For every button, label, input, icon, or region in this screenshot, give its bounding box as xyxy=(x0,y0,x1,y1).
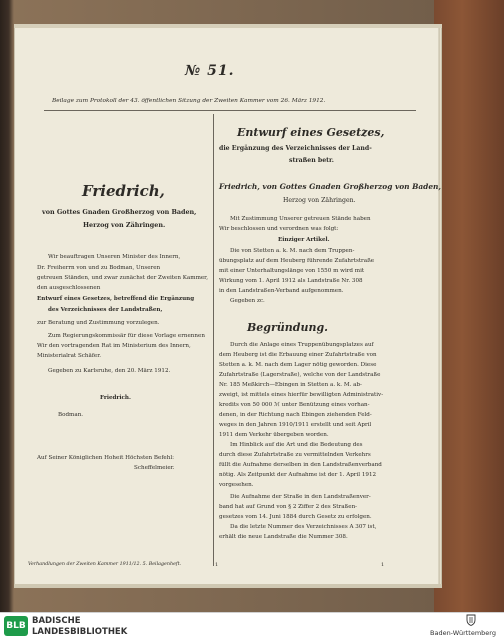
coat-of-arms-icon xyxy=(466,614,476,626)
left-line: Wir den vortragenden Rat im Ministerium des Innern, xyxy=(37,343,191,349)
right-friedrich-1: Friedrich, von Gottes Gnaden Großherzog von Baden, xyxy=(219,182,441,191)
body-line: Da die letzte Nummer des Verzeichnisses A 307 ist, xyxy=(230,524,377,530)
body-line: kredits von 50 000 ℳ unter Benützung eines vorhan- xyxy=(219,402,370,408)
left-line: Wir beauftragen Unseren Minister des Innern, xyxy=(48,254,181,260)
body-line: Stetten a. k. M. nach dem Lager nötig geworden. Diese xyxy=(219,362,377,368)
bw-name[interactable]: Baden-Württemberg xyxy=(430,629,496,637)
page-stack-bottom xyxy=(14,584,442,588)
right-title-3: straßen betr. xyxy=(289,157,334,164)
right-title: Entwurf eines Gesetzes, xyxy=(237,126,385,139)
body-line: Zufahrtstraße (Lagerstraße), welche von der Landstraße xyxy=(219,372,381,378)
blb-logo-icon[interactable]: BLB xyxy=(4,616,28,636)
body-line: Nr. 185 Meßkirch—Ebingen in Stetten a. k. M. ab- xyxy=(219,382,362,388)
body-line: denen, in der Richtung nach Ebingen ziehenden Feld- xyxy=(219,412,372,418)
body-line: zweigt, ist mittels eines hierfür bewilligten Administrativ- xyxy=(219,392,384,398)
body-line: Durch die Anlage eines Truppenübungsplatzes auf xyxy=(230,342,374,348)
left-signature-1: Friedrich. xyxy=(100,395,131,401)
law-line: Wirkung vom 1. April 1912 als Landstraße Nr. 308 xyxy=(219,278,363,284)
body-line: 1911 dem Verkehr übergeben worden. xyxy=(219,432,329,438)
right-title-2: die Ergänzung des Verzeichnisses der Land- xyxy=(219,145,372,152)
book-spine xyxy=(0,0,14,612)
left-line: des Verzeichnisses der Landstraßen, xyxy=(48,307,163,313)
document-number: № 51. xyxy=(185,63,235,79)
column-divider xyxy=(213,114,214,566)
body-line: band hat auf Grund von § 2 Ziffer 2 des Straßen- xyxy=(219,504,358,510)
law-line: Wir beschlossen und verordnen was folgt: xyxy=(219,226,339,232)
left-title: Friedrich, xyxy=(82,182,165,200)
blb-name-line-1[interactable]: BADISCHE xyxy=(32,616,81,626)
body-line: erhält die neue Landstraße die Nummer 308. xyxy=(219,534,348,540)
left-order-2: Scheffelmeier. xyxy=(134,465,175,471)
blb-name-line-2[interactable]: LANDESBIBLIOTHEK xyxy=(32,627,128,637)
left-line: den ausgeschlossenen xyxy=(37,285,101,291)
body-line: Die Aufnahme der Straße in den Landstraßenver- xyxy=(230,494,371,500)
law-line: in den Landstraßen-Verband aufgenommen. xyxy=(219,288,344,294)
body-line: weges in den Jahren 1910/1911 erstellt und seit April xyxy=(219,422,372,428)
law-line: Die von Stetten a. k. M. nach dem Truppen- xyxy=(230,248,355,254)
page-footer: Verhandlungen der Zweiten Kammer 1911/12. 5. Beilagenheft. xyxy=(28,562,182,567)
body-line: füllt die Aufnahme derselben in den Landstraßenverband xyxy=(219,462,382,468)
page-number-left: 1 xyxy=(215,562,219,568)
document-page xyxy=(14,28,438,584)
body-line: nötig. Als Zeitpunkt der Aufnahme ist der 1. April 1912 xyxy=(219,472,377,478)
left-line: Dr. Freiherrn von und zu Bodman, Unseren xyxy=(37,265,161,271)
left-line: zur Beratung und Zustimmung vorzulegen. xyxy=(37,320,160,326)
law-line: übungsplatz auf dem Heuberg führende Zufahrtstraße xyxy=(219,258,375,264)
left-line: Gegeben zu Karlsruhe, den 20. März 1912. xyxy=(48,368,171,374)
left-line: getreuen Ständen, und zwar zunächst der Zweiten Kammer, xyxy=(37,275,209,281)
document-beilage: Beilage zum Protokoll der 43. öffentlichen Sitzung der Zweiten Kammer vom 26. März 1912. xyxy=(52,98,326,104)
right-friedrich-2: Herzog von Zähringen. xyxy=(283,197,356,204)
left-line: Zum Regierungskommissär für diese Vorlage ernennen xyxy=(48,333,205,339)
left-line: Ministerialrat Schäfer. xyxy=(37,353,102,359)
page-number-right: 1 xyxy=(381,562,385,568)
body-line: vorgesehen. xyxy=(219,482,254,488)
header-rule xyxy=(44,110,416,111)
body-line: durch diese Zufahrtstraße zu vermittelnden Verkehrs xyxy=(219,452,371,458)
left-subtitle-1: von Gottes Gnaden Großherzog von Baden, xyxy=(42,208,197,216)
law-line: mit einer Unterhaltungslänge von 1550 m wird mit xyxy=(219,268,365,274)
body-line: Im Hinblick auf die Art und die Bedeutung des xyxy=(230,442,363,448)
law-line: Gegeben zc. xyxy=(230,298,265,304)
left-order-1: Auf Seiner Königlichen Hoheit Höchsten Befehl: xyxy=(37,455,175,461)
body-line: dem Heuberg ist die Erbauung einer Zufahrtstraße von xyxy=(219,352,377,358)
left-signature-2: Bodman. xyxy=(58,412,84,418)
left-line: Entwurf eines Gesetzes, betreffend die Ergänzung xyxy=(37,296,195,302)
law-line: Einziger Artikel. xyxy=(278,237,330,243)
body-line: gesetzes vom 14. Juni 1884 durch Gesetz zu erfolgen. xyxy=(219,514,372,520)
book-cover-edge xyxy=(434,0,504,612)
begruendung-heading: Begründung. xyxy=(247,321,328,334)
left-subtitle-2: Herzog von Zähringen. xyxy=(83,221,166,229)
law-line: Mit Zustimmung Unserer getreuen Stände haben xyxy=(230,216,371,222)
